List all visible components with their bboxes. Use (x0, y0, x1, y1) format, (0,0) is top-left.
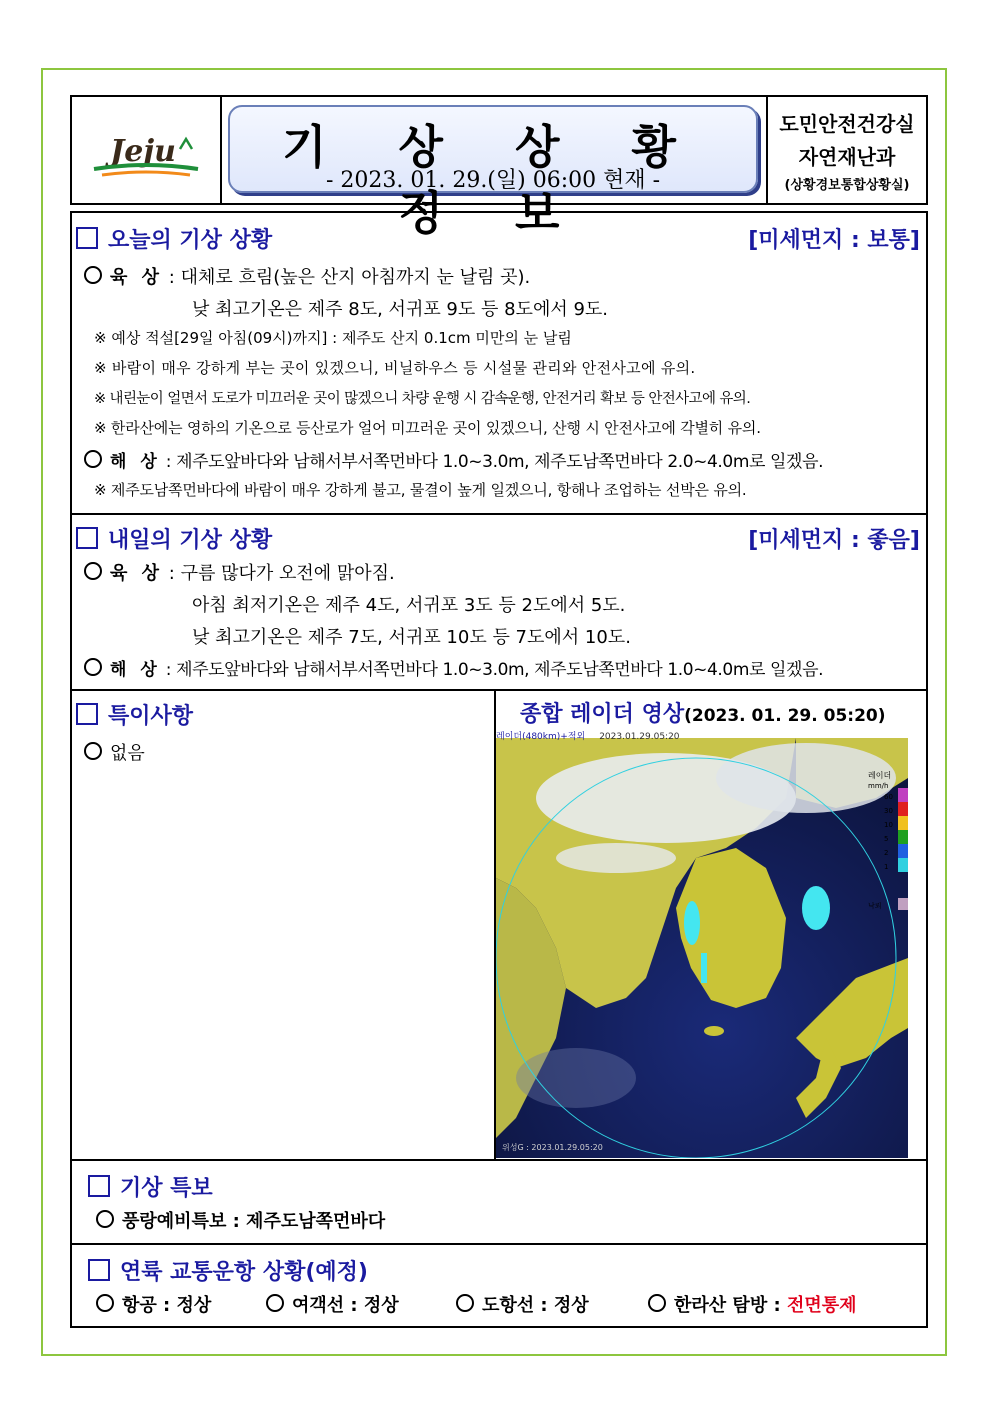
traffic-air: 항공 : 정상 (96, 1291, 211, 1317)
today-land-line2: 낮 최고기온은 제주 8도, 서귀포 9도 등 8도에서 9도. (192, 299, 609, 320)
today-land-line1: 육 상 : 대체로 흐림(높은 산지 아침까지 눈 날림 곳). (84, 263, 530, 289)
today-note-2: ※ 바람이 매우 강하게 부는 곳이 있겠으니, 비닐하우스 등 시설물 관리와 안전사고에 유의. (94, 359, 696, 377)
today-note-1: ※ 예상 적설[29일 아침(09시)까지] : 제주도 산지 0.1cm 미만의 눈 날림 (94, 329, 572, 347)
traffic-section-title: 연륙 교통운항 상황(예정) (88, 1255, 368, 1286)
divider (72, 1159, 926, 1161)
bullet-circle-icon (84, 742, 102, 760)
traffic-ferry: 여객선 : 정상 (266, 1291, 399, 1317)
logo-cell (72, 97, 222, 203)
bullet-circle-icon (84, 266, 102, 284)
radar-footer: 위성G : 2023.01.29.05:20 (502, 1143, 603, 1152)
department-cell (766, 97, 926, 203)
radar-title: 종합 레이더 영상(2023. 01. 29. 05:20) (520, 702, 886, 727)
today-sea-note: ※ 제주도남쪽먼바다에 바람이 매우 강하게 불고, 물결이 높게 일겠으니, 항해나 조업하는 선박은 유의. (94, 481, 747, 499)
tomorrow-land-line3: 낮 최고기온은 제주 7도, 서귀포 10도 등 7도에서 10도. (192, 627, 631, 648)
page-title: 기 상 상 황 정 보 (282, 120, 704, 240)
tomorrow-section-title: 내일의 기상 상황 (76, 523, 272, 554)
today-dust-level: [미세먼지 : 보통] (748, 228, 920, 253)
bullet-circle-icon (84, 658, 102, 676)
header (70, 95, 928, 240)
special-section-title: 특이사항 (76, 699, 193, 730)
legend-unit: mm/h (868, 782, 889, 790)
hallasan-status: 전면통제 (786, 1295, 857, 1316)
bullet-circle-icon (84, 562, 102, 580)
bullet-circle-icon (96, 1210, 114, 1228)
legend-lightning: 낙뢰 (868, 902, 882, 910)
divider (72, 1243, 926, 1245)
traffic-hallasan: 한라산 탐방 : 전면통제 (648, 1291, 857, 1317)
title-cell (220, 97, 768, 240)
today-note-4: ※ 한라산에는 영하의 기온으로 등산로가 얼어 미끄러운 곳이 있겠으니, 산행 시 안전사고에 각별히 유의. (94, 419, 761, 437)
legend-value: 5 (884, 835, 889, 843)
checkbox-icon (76, 703, 98, 725)
report-body (70, 211, 928, 1328)
radar-image (496, 732, 908, 1158)
report-date: - 2023. 01. 29.(일) 06:00 현재 - (325, 168, 661, 193)
legend-value: 60 (884, 793, 893, 801)
special-item: 없음 (84, 739, 145, 765)
bullet-circle-icon (648, 1294, 666, 1312)
divider (72, 513, 926, 515)
today-sea-line: 해 상 : 제주도앞바다와 남해서부서쪽먼바다 1.0~3.0m, 제주도남쪽먼바다 2.0~4.0m로 일겠음. (84, 447, 823, 472)
bullet-circle-icon (84, 450, 102, 468)
warning-item: 풍랑예비특보 : 제주도남쪽먼바다 (96, 1207, 385, 1233)
dept-line-2: 자연재난과 (798, 144, 896, 169)
dept-line-1: 도민안전건강실 (779, 111, 915, 136)
tomorrow-land-line1: 육 상 : 구름 많다가 오전에 맑아짐. (84, 559, 395, 585)
dept-line-3: (상황경보통합상황실) (784, 177, 910, 193)
bullet-circle-icon (96, 1294, 114, 1312)
warning-section-title: 기상 특보 (88, 1171, 213, 1202)
jeju-logo-icon (72, 97, 220, 203)
radar-map-icon (496, 738, 908, 1158)
checkbox-icon (76, 527, 98, 549)
legend-value: 2 (884, 849, 889, 857)
checkbox-icon (88, 1259, 110, 1281)
legend-value: 10 (884, 821, 893, 829)
logo-text: Jeju (110, 134, 176, 169)
bullet-circle-icon (266, 1294, 284, 1312)
today-section-title: 오늘의 기상 상황 (76, 223, 272, 254)
legend-title: 레이더 (868, 771, 892, 780)
checkbox-icon (76, 227, 98, 249)
title-box (228, 105, 758, 240)
divider (72, 689, 926, 691)
tomorrow-dust-level: [미세먼지 : 좋음] (748, 528, 920, 553)
legend-value: 30 (884, 807, 893, 815)
today-note-3: ※ 내린눈이 얼면서 도로가 미끄러운 곳이 많겠으니 차량 운행 시 감속운행, 안전거리 확보 등 안전사고에 유의. (94, 391, 751, 407)
tomorrow-land-line2: 아침 최저기온은 제주 4도, 서귀포 3도 등 2도에서 5도. (192, 595, 626, 616)
checkbox-icon (88, 1175, 110, 1197)
tomorrow-sea-line: 해 상 : 제주도앞바다와 남해서부서쪽먼바다 1.0~3.0m, 제주도남쪽먼바다 1.0~4.0m로 일겠음. (84, 655, 823, 680)
radar-caption: 레이더(480km)+적외 2023.01.29.05:20 (496, 732, 680, 742)
traffic-island: 도항선 : 정상 (456, 1291, 589, 1317)
legend-value: 1 (884, 863, 889, 871)
bullet-circle-icon (456, 1294, 474, 1312)
